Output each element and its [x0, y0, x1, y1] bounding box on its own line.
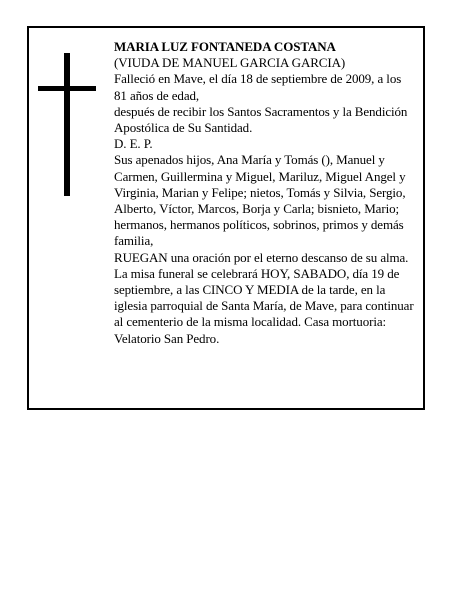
deceased-name: MARIA LUZ FONTANEDA COSTANA	[114, 39, 336, 54]
death-info: Falleció en Mave, el día 18 de septiembre de 2009, a los 81 años de edad,	[114, 71, 402, 103]
sacraments-line: después de recibir los Santos Sacramentos y la Bendición Apostólica de Su Santidad.	[114, 103, 408, 136]
cross-horizontal-bar	[38, 86, 96, 91]
funeral-request: RUEGAN una oración por el eterno descanso de su alma. La misa funeral se celebrará HOY, SABADO, día 19 de septiembre, a las CINCO Y MEDIA de la tarde, en la iglesia parroquial de Santa María, de Mave, para continuar al cementerio de la misma localidad. Casa mortuoria: Velatorio San Pedro.	[114, 249, 414, 346]
obituary-text	[114, 39, 414, 347]
rip-line: D. E. P.	[114, 136, 153, 152]
cross-vertical-bar	[64, 53, 70, 196]
widow-of-line: (VIUDA DE MANUEL GARCIA GARCIA)	[114, 55, 346, 71]
family-list: Sus apenados hijos, Ana María y Tomás (), Manuel y Carmen, Guillermina y Miguel, Mariluz, Miguel Angel y Virginia, Marian y Felipe; nietos, Tomás y Silvia, Sergio, Alberto, Víctor, Marcos, Borja y Carla; bisnieto, Mario; hermanos, hermanos políticos, sobrinos, primos y demás familia,	[114, 152, 406, 249]
